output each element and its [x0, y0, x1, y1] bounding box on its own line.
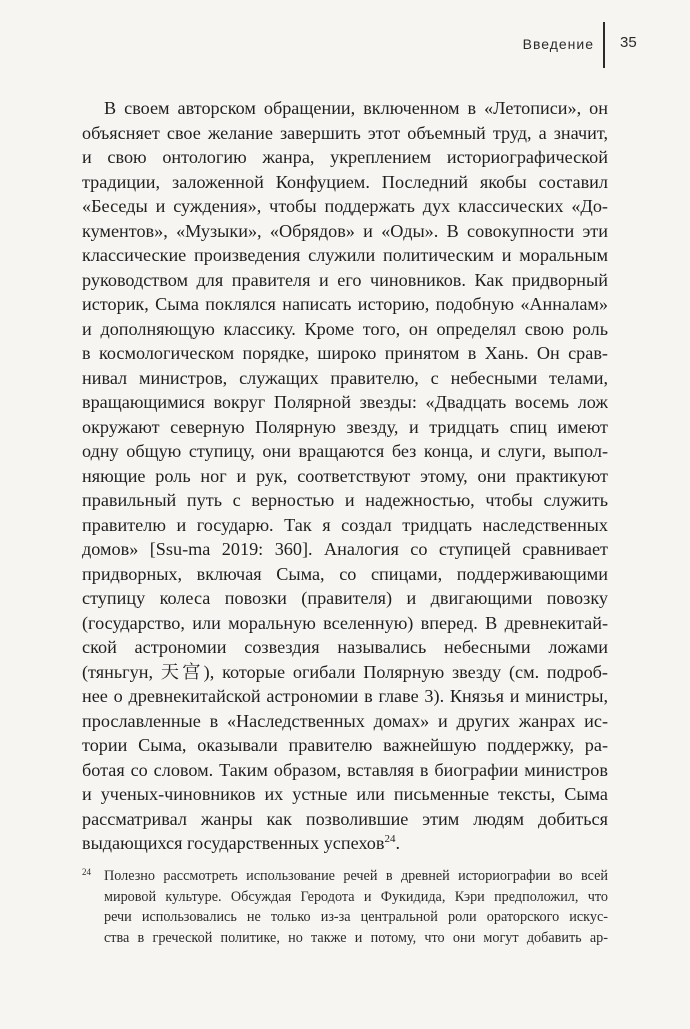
text-line: и свою онтологию жанра, укреплением историографической [82, 147, 608, 167]
footnote-reference[interactable]: 24 [384, 832, 396, 845]
footnote-line: ства в греческой политике, но также и потому, что они могут добавить ар- [104, 929, 608, 946]
text-line-last: выдающихся государственных успехов$^{24}$. [82, 832, 401, 853]
text-line: традиции, заложенной Конфуцием. Последний якобы составил [82, 171, 608, 192]
text-line: рассматривал жанры как позволившие этим людям добиться [82, 808, 608, 829]
text-line: в космологическом порядке, широко принятом в Хань. Он срав- [82, 343, 608, 363]
footnote [82, 866, 608, 948]
main-paragraph [82, 96, 608, 856]
text-line: тории Сыма, оказывали правителю важнейшую поддержку, ра- [82, 735, 608, 755]
header-divider [603, 22, 605, 68]
text-line: нее о древнекитайской астрономии в главе 3). Князья и министры, [82, 686, 608, 706]
text-line: окружают северную Полярную звезду, и тридцать спиц имеют [82, 416, 608, 437]
text-line: руководством для правителя и его чиновников. Как придворный [82, 269, 608, 290]
text-line: и ученых-чиновников их устные или письменные тексты, Сыма [82, 784, 608, 804]
text-line: домов» [Ssu-ma 2019: 360]. Аналогия со ступицей сравнивает [82, 539, 608, 559]
text-line: правильный путь с верностью и надежностью, чтобы служить [82, 490, 608, 510]
text-line: (тяньгун, 天宫), которые огибали Полярную звезду (см. подроб- [82, 661, 608, 682]
text-line: кументов», «Музыки», «Обрядов» и «Оды». В совокупности эти [82, 220, 608, 241]
text-line: и дополняющую классику. Кроме того, он определял свою роль [82, 318, 608, 339]
text-line: «Беседы и суждения», чтобы поддержать дух классических «До- [82, 196, 608, 216]
text-line: ботая со словом. Таким образом, вставляя в биографии министров [82, 759, 608, 780]
text-line: одну общую ступицу, они вращаются без конца, и слуги, выпол- [82, 441, 608, 461]
text-line: объясняет свое желание завершить этот объемный труд, а значит, [82, 122, 608, 143]
text-line: нивал министров, служащих правителю, с небесными телами, [82, 367, 608, 388]
text-line-content: выдающихся государственных успехов [82, 833, 385, 853]
text-line: ступицу колеса повозки (правителя) и двигающими повозку [82, 588, 608, 608]
footnote-line: речи использовались не только из-за центральной роли ораторского искус- [104, 909, 608, 925]
text-line: (государство, или моральную вселенную) вперед. В древнекитай- [82, 612, 608, 633]
text-line: классические произведения служили политическим и моральным [82, 245, 608, 265]
text-line: няющие роль ног и рук, соответствуют этому, они практикуют [82, 465, 608, 486]
running-header-section: Введение [522, 36, 594, 52]
footnote-number: 24 [82, 867, 91, 877]
text-line: В своем авторском обращении, включенном в «Летописи», он [104, 98, 608, 118]
text-line: вращающимися вокруг Полярной звезды: «Двадцать восемь лож [82, 392, 608, 412]
page-number: 35 [620, 34, 637, 51]
text-line: придворных, включая Сыма, со спицами, поддерживающими [82, 563, 608, 584]
text-line: историк, Сыма поклялся написать историю, подобную «Анналам» [82, 294, 608, 314]
text-line: прославленные в «Наследственных домах» и других жанрах ис- [82, 710, 608, 731]
footnote-line: мировой культуре. Обсуждая Геродота и Фукидида, Кэри предположил, что [104, 888, 608, 905]
text-line: правителю и государю. Так я создал тридцать наследственных [82, 514, 608, 535]
footnote-line: Полезно рассмотреть использование речей в древней историографии во всей [104, 868, 608, 884]
text-line: ской астрономии созвездия назывались небесными ложами [82, 637, 608, 657]
